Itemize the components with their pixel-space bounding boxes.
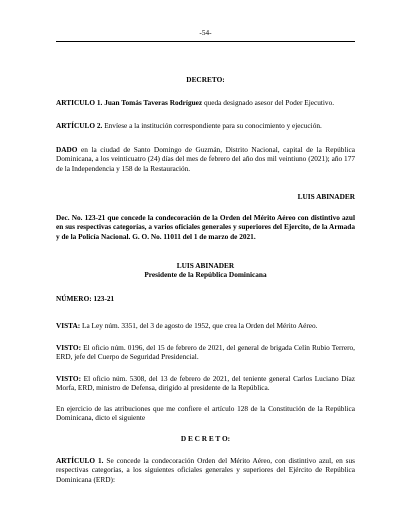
article-2-text: Envíese a la institución correspondiente para su conocimiento y ejecución. <box>102 121 322 130</box>
visto-1-text: El oficio núm. 0196, del 15 de febrero de 2021, del general de brigada Celín Rubio Terrero, ERD, jefe del Cuerpo de Seguridad Presidencial. <box>56 343 355 362</box>
visto-1-label: VISTO: <box>56 343 82 352</box>
article-1b-text: Se concede la condecoración Orden del Mérito Aéreo, con distintivo azul, en sus respectivas categorías, a los siguientes oficiales generales y superiores del Ejército de República Dominicana (ERD): <box>56 456 355 484</box>
article-1-name: Juan Tomás Taveras Rodríguez <box>104 98 203 107</box>
ejercicio-paragraph: En ejercicio de las atribuciones que me confiere el artículo 128 de la Constitución de la República Dominicana, dicto el siguiente <box>56 404 355 423</box>
article-2 <box>56 121 355 130</box>
vista-paragraph <box>56 321 355 330</box>
article-1-label: ARTICULO 1. <box>56 98 103 107</box>
dado-paragraph <box>56 145 355 173</box>
article-1b-label: ARTÍCULO 1. <box>56 456 104 465</box>
decree-summary: Dec. No. 123-21 que concede la condecoración de la Orden del Mérito Aéreo con distintivo azul en sus respectivas categorías, a varios oficiales generales y superiores del Ejercito, de la Armada y de la Policía Nacional. G. O. No. 11011 del 1 de marzo de 2021. <box>56 213 355 241</box>
decreto-heading: DECRETO: <box>186 75 225 84</box>
decreto-heading-2: D E C R E T O: <box>180 434 231 443</box>
visto-2-paragraph <box>56 374 355 393</box>
page-number: -54- <box>199 28 212 37</box>
article-1 <box>56 98 355 107</box>
decree-number: NÚMERO: 123-21 <box>56 294 115 303</box>
article-2-label: ARTÍCULO 2. <box>56 121 103 130</box>
signature-1: LUIS ABINADER <box>297 192 355 201</box>
header-name: LUIS ABINADER <box>176 261 235 270</box>
dado-text: en la ciudad de Santo Domingo de Guzmán, Distrito Nacional, capital de la República Dominicana, a los veinticuatro (24) días del mes de febrero del año dos mil veintiuno (2021); año 177 de la Independencia y 158 de la Restauración. <box>56 145 355 173</box>
visto-1-paragraph <box>56 343 355 362</box>
article-1b <box>56 456 355 484</box>
article-1-text: queda designado asesor del Poder Ejecutivo. <box>202 98 335 107</box>
header-title: Presidente de la República Dominicana <box>144 270 267 279</box>
vista-text: La Ley núm. 3351, del 3 de agosto de 1952, que crea la Orden del Mérito Aéreo. <box>80 321 318 330</box>
header-rule <box>56 41 355 42</box>
visto-2-label: VISTO: <box>56 374 82 383</box>
vista-label: VISTA: <box>56 321 81 330</box>
visto-2-text: El oficio núm. 5308, del 13 de febrero de 2021, del teniente general Carlos Luciano Díaz Morfa, ERD, ministro de Defensa, dirigido al presidente de la República. <box>56 374 355 393</box>
dado-label: DADO <box>56 145 78 154</box>
